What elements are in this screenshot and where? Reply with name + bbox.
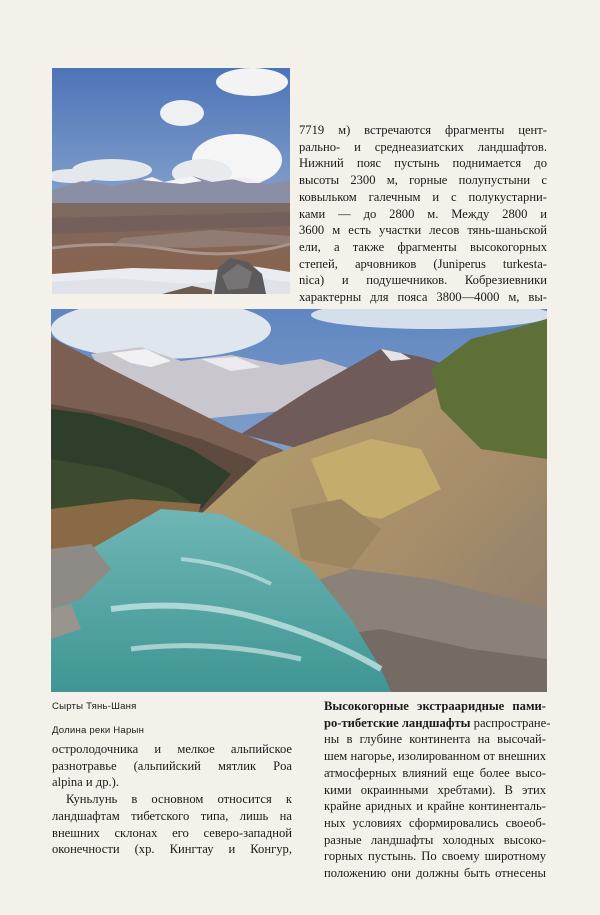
top-paragraph	[299, 122, 547, 339]
text-line: ны в глубине континента на высочай-	[324, 732, 546, 747]
text-line: alpina и др.).	[52, 775, 120, 790]
caption-photo1: Сырты Тянь-Шаня	[52, 701, 137, 712]
text-line: ели, а также фрагменты высокогорных	[299, 239, 547, 254]
text-line: степей, арчовников (Juniperus turkesta-	[299, 256, 547, 271]
text-line: ками — до 2800 м. Между 2800 и	[299, 206, 547, 221]
photo-naryn-valley	[51, 309, 547, 692]
text-line	[324, 715, 551, 732]
text-line: Нижний пояс пустынь поднимается до	[299, 156, 547, 171]
left-column-text	[52, 741, 292, 858]
text-line: разные ландшафты холодных высоко-	[324, 832, 546, 847]
text-line: характерны для пояса 3800—4000 м, вы-	[299, 290, 547, 305]
text-line: горных пустынь. По своему широтному	[324, 849, 546, 864]
section-heading-cont: ро-тибетские ландшафты	[324, 715, 471, 730]
text-fragment: распростране-	[470, 715, 551, 730]
text-line: крайне аридных и крайне континенталь-	[324, 799, 546, 814]
text-line: разнотравье (альпийский мятлик Poa	[52, 758, 292, 773]
text-line: внешних склонах его северо-западной	[52, 825, 292, 840]
text-line: оконечности (хр. Кингтау и Конгур,	[52, 842, 292, 857]
caption-photo2: Долина реки Нарын	[52, 725, 145, 736]
text-line: высоты 2300 м, горные полупустыни с	[299, 173, 547, 188]
text-line: 3600 м есть участки лесов тянь-шаньской	[299, 223, 547, 238]
photo-tian-shan-syrty-image	[52, 68, 290, 294]
text-line: Куньлунь в основном относится к	[66, 792, 292, 807]
text-line: рально- и среднеазиатских ландшафтов.	[299, 139, 547, 154]
photo-tian-shan-syrty	[52, 68, 290, 294]
photo-naryn-valley-image	[51, 309, 547, 692]
text-line: шем нагорье, изолированном от внешних	[324, 749, 546, 764]
text-line: положению они должны быть отнесены	[324, 866, 546, 881]
text-line: 7719 м) встречаются фрагменты цент-	[299, 123, 547, 137]
text-line: остролодочника и мелкое альпийское	[52, 742, 292, 756]
text-line: ландшафтам тибетского типа, лишь на	[52, 808, 292, 823]
text-line: ковыльком галечным и с полукустарни-	[299, 189, 547, 204]
text-line: кими окраинными хребтами). В этих	[324, 782, 546, 797]
right-column-text	[324, 698, 551, 882]
section-heading: Высокогорные экстрааридные пами-	[324, 699, 546, 713]
text-line: nica) и подушечников. Кобрезиевники	[299, 273, 547, 288]
text-line: ных условиях сформировались своеоб-	[324, 815, 546, 830]
text-line: атмосферных влияний еще более высо-	[324, 765, 546, 780]
